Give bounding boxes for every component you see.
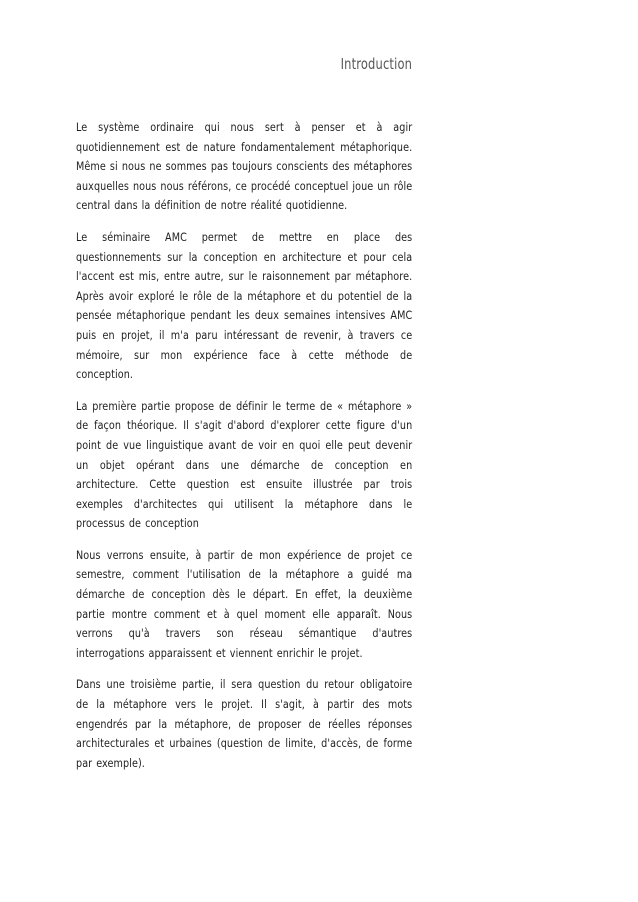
page-header-title: Introduction [340,55,412,73]
paragraph-3: La première partie propose de définir le terme de « métaphore » de façon théorique. Il s'agit d'abord d'explorer cette figure d'un point de vue linguistique avant de voir en quoi elle peut devenir un objet opérant dans une démarche de conception en architecture. Cette question est ensuite illustrée par trois exemples d'architectes qui utilisent la métaphore dans le processus de conception [76,399,413,531]
paragraph-1: Le système ordinaire qui nous sert à penser et à agir quotidiennement est de nature fondamentalement métaphorique. Même si nous ne sommes pas toujours conscients des métaphores auxquelles nous nous référons, ce procédé conceptuel joue un rôle central dans la définition de notre réalité quotidienne. [76,121,413,213]
body-text [76,118,412,785]
paragraph-4: Nous verrons ensuite, à partir de mon expérience de projet ce semestre, comment l'utilisation de la métaphore a guidé ma démarche de conception dès le départ. En effet, la deuxième partie montre comment et à quel moment elle apparaît. Nous verrons qu'à travers son réseau sémantique d'autres interrogations apparaissent et viennent enrichir le projet. [76,548,413,660]
paragraph-2: Le séminaire AMC permet de mettre en place des questionnements sur la conception en architecture et pour cela l'accent est mis, entre autre, sur le raisonnement par métaphore. Après avoir exploré le rôle de la métaphore et du potentiel de la pensée métaphorique pendant les deux semaines intensives AMC puis en projet, il m'a paru intéressant de revenir, à travers ce mémoire, sur mon expérience face à cette méthode de conception. [76,230,413,382]
paragraph-5: Dans une troisième partie, il sera question du retour obligatoire de la métaphore vers le projet. Il s'agit, à partir des mots engendrés par la métaphore, de proposer de réelles réponses architecturales et urbaines (question de limite, d'accès, de forme par exemple). [76,678,413,770]
